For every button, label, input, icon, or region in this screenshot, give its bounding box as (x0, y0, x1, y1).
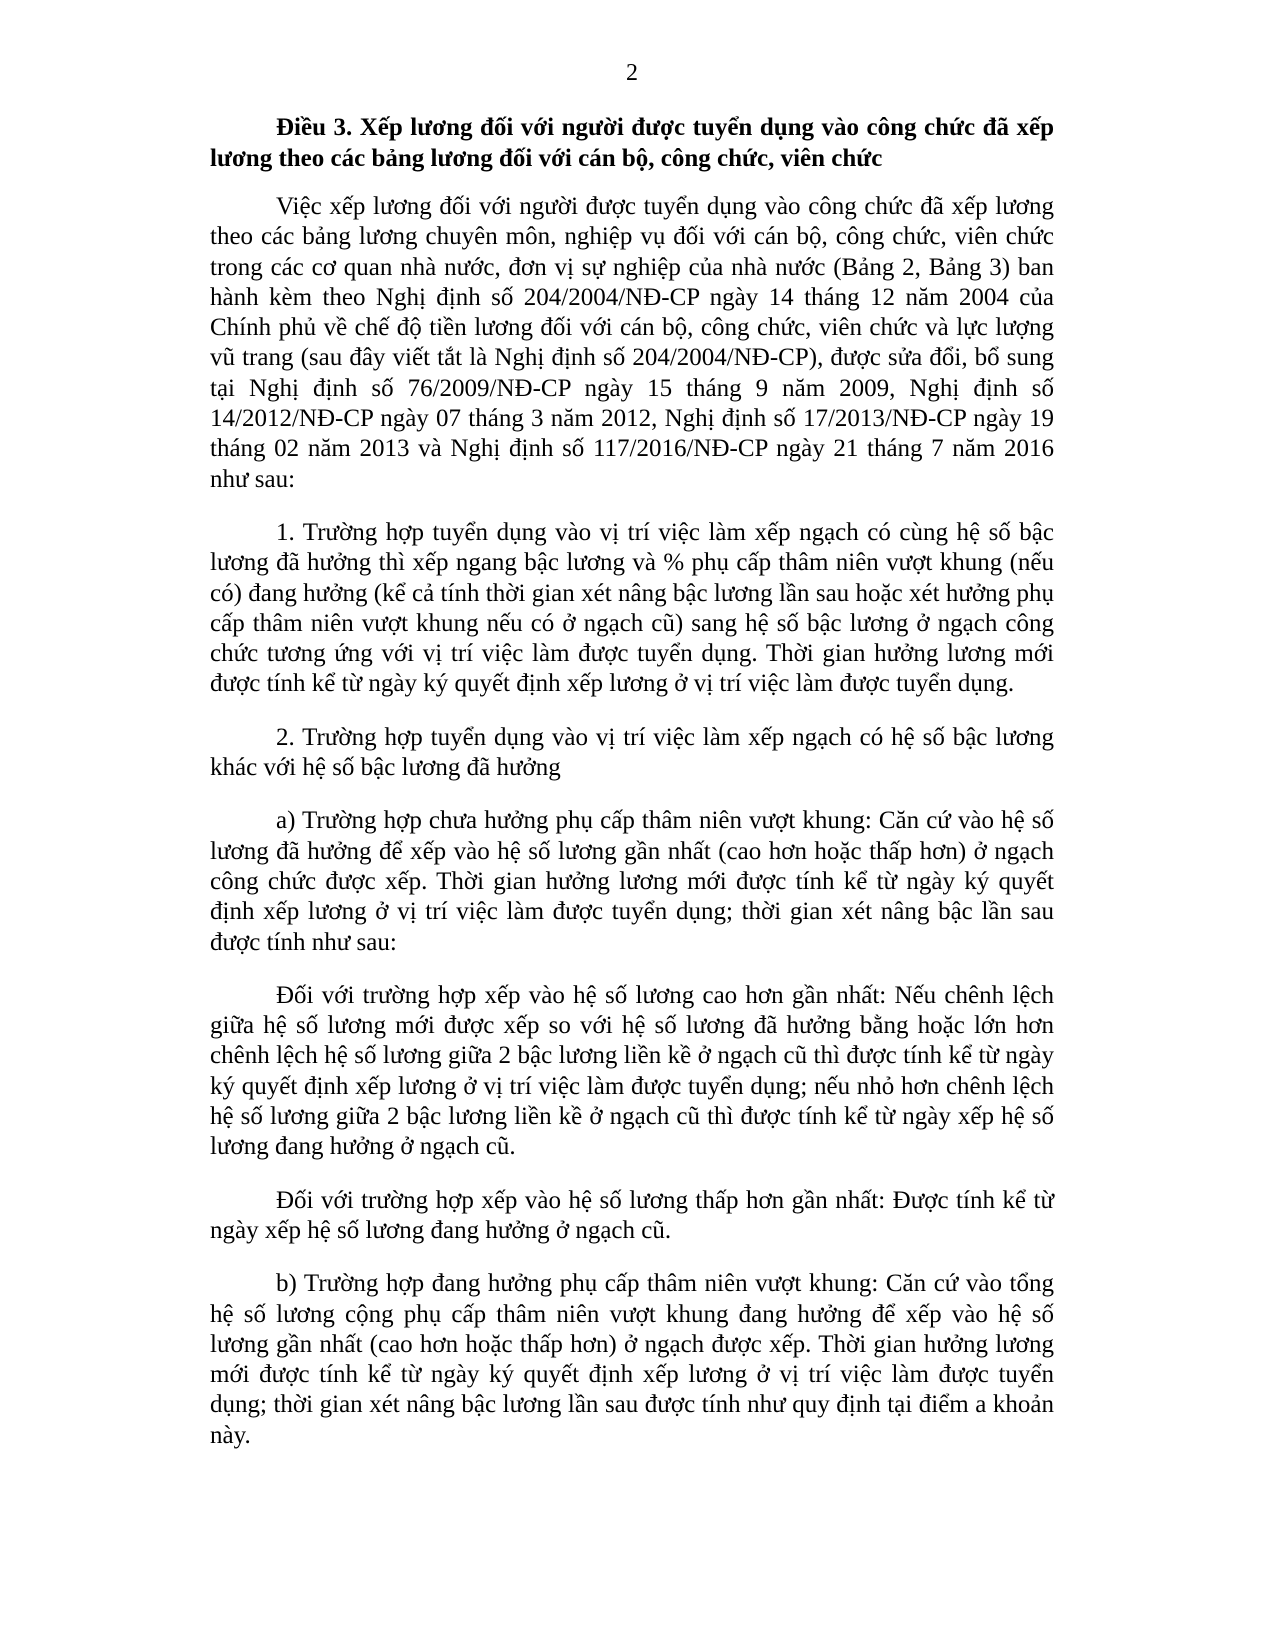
document-page (210, 58, 1054, 1474)
paragraph-higher-coefficient: Đối với trường hợp xếp vào hệ số lương cao hơn gần nhất: Nếu chênh lệch giữa hệ số lương mới được xếp so với hệ số lương đã hưởng bằng hoặc lớn hơn chênh lệch hệ số lương giữa 2 bậc lương liền kề ở ngạch cũ thì được tính kể từ ngày ký quyết định xếp lương ở vị trí việc làm được tuyển dụng; nếu nhỏ hơn chênh lệch hệ số lương giữa 2 bậc lương liền kề ở ngạch cũ thì được tính kể từ ngày xếp hệ số lương đang hưởng ở ngạch cũ. (210, 981, 1054, 1161)
paragraph-point-a: a) Trường hợp chưa hưởng phụ cấp thâm niên vượt khung: Căn cứ vào hệ số lương đã hưởng để xếp vào hệ số lương gần nhất (cao hơn hoặc thấp hơn) ở ngạch công chức được xếp. Thời gian hưởng lương mới được tính kể từ ngày ký quyết định xếp lương ở vị trí việc làm được tuyển dụng; thời gian xét nâng bậc lần sau được tính như sau: (210, 807, 1054, 956)
page-number: 2 (626, 60, 638, 86)
paragraph-point-b: b) Trường hợp đang hưởng phụ cấp thâm niên vượt khung: Căn cứ vào tổng hệ số lương cộng phụ cấp thâm niên vượt khung đang hưởng để xếp vào hệ số lương gần nhất (cao hơn hoặc thấp hơn) ở ngạch được xếp. Thời gian hưởng lương mới được tính kể từ ngày ký quyết định xếp lương ở vị trí việc làm được tuyển dụng; thời gian xét nâng bậc lương lần sau được tính như quy định tại điểm a khoản này. (210, 1270, 1054, 1449)
paragraph-clause-2: 2. Trường hợp tuyển dụng vào vị trí việc làm xếp ngạch có hệ số bậc lương khác với hệ số bậc lương đã hưởng (210, 723, 1054, 782)
paragraph-lower-coefficient: Đối với trường hợp xếp vào hệ số lương thấp hơn gần nhất: Được tính kể từ ngày xếp hệ số lương đang hưởng ở ngạch cũ. (210, 1186, 1054, 1244)
paragraph-intro: Việc xếp lương đối với người được tuyển dụng vào công chức đã xếp lương theo các bảng lương chuyên môn, nghiệp vụ đối với cán bộ, công chức, viên chức trong các cơ quan nhà nước, đơn vị sự nghiệp của nhà nước (Bảng 2, Bảng 3) ban hành kèm theo Nghị định số 204/2004/NĐ-CP ngày 14 tháng 12 năm 2004 của Chính phủ về chế độ tiền lương đối với cán bộ, công chức, viên chức và lực lượng vũ trang (sau đây viết tắt là Nghị định số 204/2004/NĐ-CP), được sửa đổi, bổ sung tại Nghị định số 76/2009/NĐ-CP ngày 15 tháng 9 năm 2009, Nghị định số 14/2012/NĐ-CP ngày 07 tháng 3 năm 2012, Nghị định số 17/2013/NĐ-CP ngày 19 tháng 02 năm 2013 và Nghị định số 117/2016/NĐ-CP ngày 21 tháng 7 năm 2016 như sau: (210, 193, 1054, 493)
paragraph-clause-1: 1. Trường hợp tuyển dụng vào vị trí việc làm xếp ngạch có cùng hệ số bậc lương đã hưởng thì xếp ngang bậc lương và % phụ cấp thâm niên vượt khung (nếu có) đang hưởng (kể cả tính thời gian xét nâng bậc lương lần sau hoặc xét hưởng phụ cấp thâm niên vượt khung nếu có ở ngạch cũ) sang hệ số bậc lương ở ngạch công chức tương ứng với vị trí việc làm được tuyển dụng. Thời gian hưởng lương mới được tính kể từ ngày ký quyết định xếp lương ở vị trí việc làm được tuyển dụng. (210, 518, 1054, 698)
article-title: Điều 3. Xếp lương đối với người được tuyển dụng vào công chức đã xếp lương theo các bảng lương đối với cán bộ, công chức, viên chức (210, 114, 1054, 172)
